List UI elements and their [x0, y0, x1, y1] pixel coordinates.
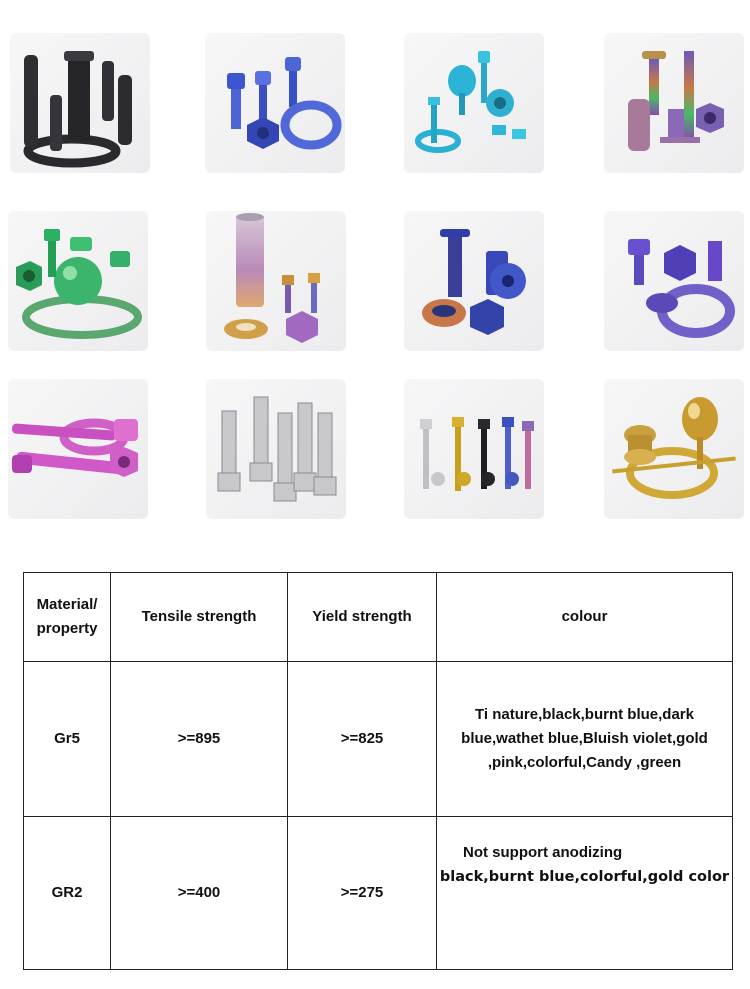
product-photo	[404, 379, 544, 519]
product-photo	[206, 379, 346, 519]
header-material-property	[24, 573, 111, 662]
colour-cell	[437, 817, 733, 970]
header-property-line: property	[36, 620, 98, 637]
header-colour: colour	[437, 573, 733, 662]
tensile-cell: >=895	[111, 662, 288, 817]
yield-cell: >=275	[288, 817, 437, 970]
anodizing-note: Not support anodizing	[463, 844, 623, 861]
header-yield-strength: Yield strength	[288, 573, 437, 662]
header-material-line: Material/	[36, 596, 98, 613]
wathet-blue-bolts-icon	[404, 33, 544, 173]
green-bolts-icon	[8, 211, 148, 351]
table-header-row	[24, 573, 733, 662]
product-photo	[205, 33, 345, 173]
product-photo	[604, 211, 744, 351]
product-photo	[604, 379, 744, 519]
gr2-colour-list: black,burnt blue,colorful,gold color	[439, 869, 730, 885]
material-spec-table	[23, 572, 733, 970]
bluish-violet-bolts-icon	[604, 211, 744, 351]
gold-bolts-icon	[604, 379, 744, 519]
material-cell: Gr5	[24, 662, 111, 817]
yield-cell: >=825	[288, 662, 437, 817]
rainbow-bolts-icon	[604, 33, 744, 173]
table-row	[24, 817, 733, 970]
natural-titanium-bolts-icon	[206, 379, 346, 519]
material-cell: GR2	[24, 817, 111, 970]
rainbow-tube-bolts-icon	[206, 211, 346, 351]
product-photo	[8, 379, 148, 519]
product-photo	[404, 33, 544, 173]
dark-blue-bolts-icon	[404, 211, 544, 351]
header-tensile-strength: Tensile strength	[111, 573, 288, 662]
product-photo	[404, 211, 544, 351]
black-titanium-bolts-icon	[10, 33, 150, 173]
product-photo	[604, 33, 744, 173]
blue-anodized-bolts-icon	[205, 33, 345, 173]
colour-cell: Ti nature,black,burnt blue,dark blue,wathet blue,Bluish violet,gold ,pink,colorful,Candy ,green	[437, 662, 733, 817]
pink-bolts-icon	[8, 379, 148, 519]
table-row	[24, 662, 733, 817]
product-photo	[10, 33, 150, 173]
product-photo	[8, 211, 148, 351]
product-photo	[206, 211, 346, 351]
tensile-cell: >=400	[111, 817, 288, 970]
colorful-bolts-set-icon	[404, 379, 544, 519]
